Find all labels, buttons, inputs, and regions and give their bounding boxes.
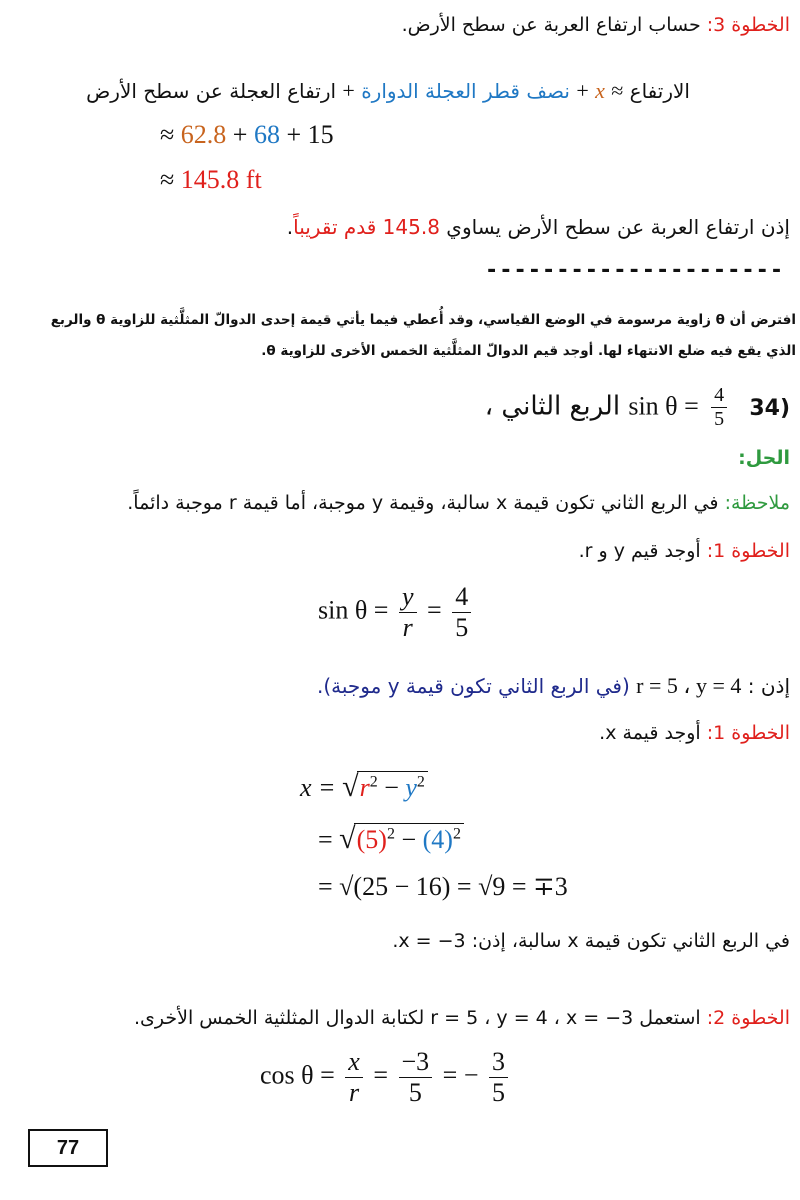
separator: --------------------- [485, 258, 785, 283]
calc-line-1: ≈ 62.8 + 68 + 15 [160, 120, 334, 149]
note [127, 492, 790, 514]
then-line: إذن : r = 5 ، y = 4 (في الربع الثاني تكون قيمة y موجبة). [317, 673, 790, 698]
step2: الخطوة 2: استعمل r = 5 ، y = 4 ، x = −3 لكتابة الدوال المثلثية الخمس الأخرى. [133, 1007, 790, 1029]
conclusion-value: 145.8 قدم تقريباً [293, 215, 440, 239]
instructions-line-1: افترض أن θ زاوية مرسومة في الوضع القياسي، وقد أُعطي فيما يأتي قيمة إحدى الدوالّ المثلَّثية للزاوية θ والربع [50, 312, 796, 328]
x-calc-line-2: = $√(5)^2 - (4)^2$ [318, 822, 464, 856]
step3-label: الخطوة 3: [706, 14, 790, 36]
calc-value-b: 68 [253, 120, 280, 149]
formula-plus: + [576, 78, 589, 103]
calc-line-2: ≈ 145.8 ft [160, 165, 262, 194]
cos-equation: cos θ = $\frac{x}{r}$ = $\frac{-3}{5}$ = − $\frac{3}{5}$ [260, 1047, 512, 1108]
page-number: 77 [28, 1129, 108, 1167]
x-calc-line-3: = √(25 − 16) = √9 = ∓3 [318, 872, 568, 901]
formula-lhs: الارتفاع [629, 79, 690, 103]
solution-label: الحل: [738, 447, 790, 469]
instructions-line-2: الذي يقع فيه ضلع الانتهاء لها. أوجد قيم الدوالّ المثلَّثية الخمس الأخرى للزاوية θ. [261, 343, 796, 359]
formula-radius: نصف قطر العجلة الدوارة [361, 79, 570, 103]
x-calc-line-1: $x = √r^2 - y^2$ [300, 770, 428, 804]
problem-func: sin θ = [628, 391, 699, 421]
formula-approx: ≈ [611, 78, 624, 103]
note-text: في الربع الثاني تكون قيمة x سالبة، وقيمة y موجبة، أما قيمة r موجبة دائماً. [127, 492, 719, 514]
step3-text: حساب ارتفاع العربة عن سطح الأرض. [401, 14, 701, 36]
step1a: الخطوة 1: أوجد قيم y و r. [578, 540, 790, 562]
problem-number: 34) [749, 395, 790, 421]
height-formula: الارتفاع ≈ x + نصف قطر العجلة الدوارة + ارتفاع العجلة عن سطح الأرض [86, 78, 690, 103]
sin-equation: sin θ = $\frac{y}{r}$ = $\frac{4}{5}$ [318, 582, 475, 643]
problem-34: ، الربع الثاني sin θ = $\frac{4}{5}$ 34) [484, 384, 790, 430]
step3-heading [402, 14, 790, 36]
step1b: الخطوة 1: أوجد قيمة x. [599, 722, 790, 744]
calc-value-c: 15 [307, 120, 334, 149]
calc-value-a: 62.8 [180, 120, 227, 149]
x-negative-line: في الربع الثاني تكون قيمة x سالبة، إذن: x = −3. [392, 930, 790, 952]
formula-wheel-height: ارتفاع العجلة عن سطح الأرض [86, 79, 337, 103]
calc-result: 145.8 ft [180, 165, 262, 194]
problem-quadrant: ، الربع الثاني [484, 391, 621, 422]
formula-x: x [595, 78, 605, 103]
note-label: ملاحظة: [724, 492, 790, 514]
conclusion: إذن ارتفاع العربة عن سطح الأرض يساوي 145.8 قدم تقريباً. [286, 215, 790, 239]
